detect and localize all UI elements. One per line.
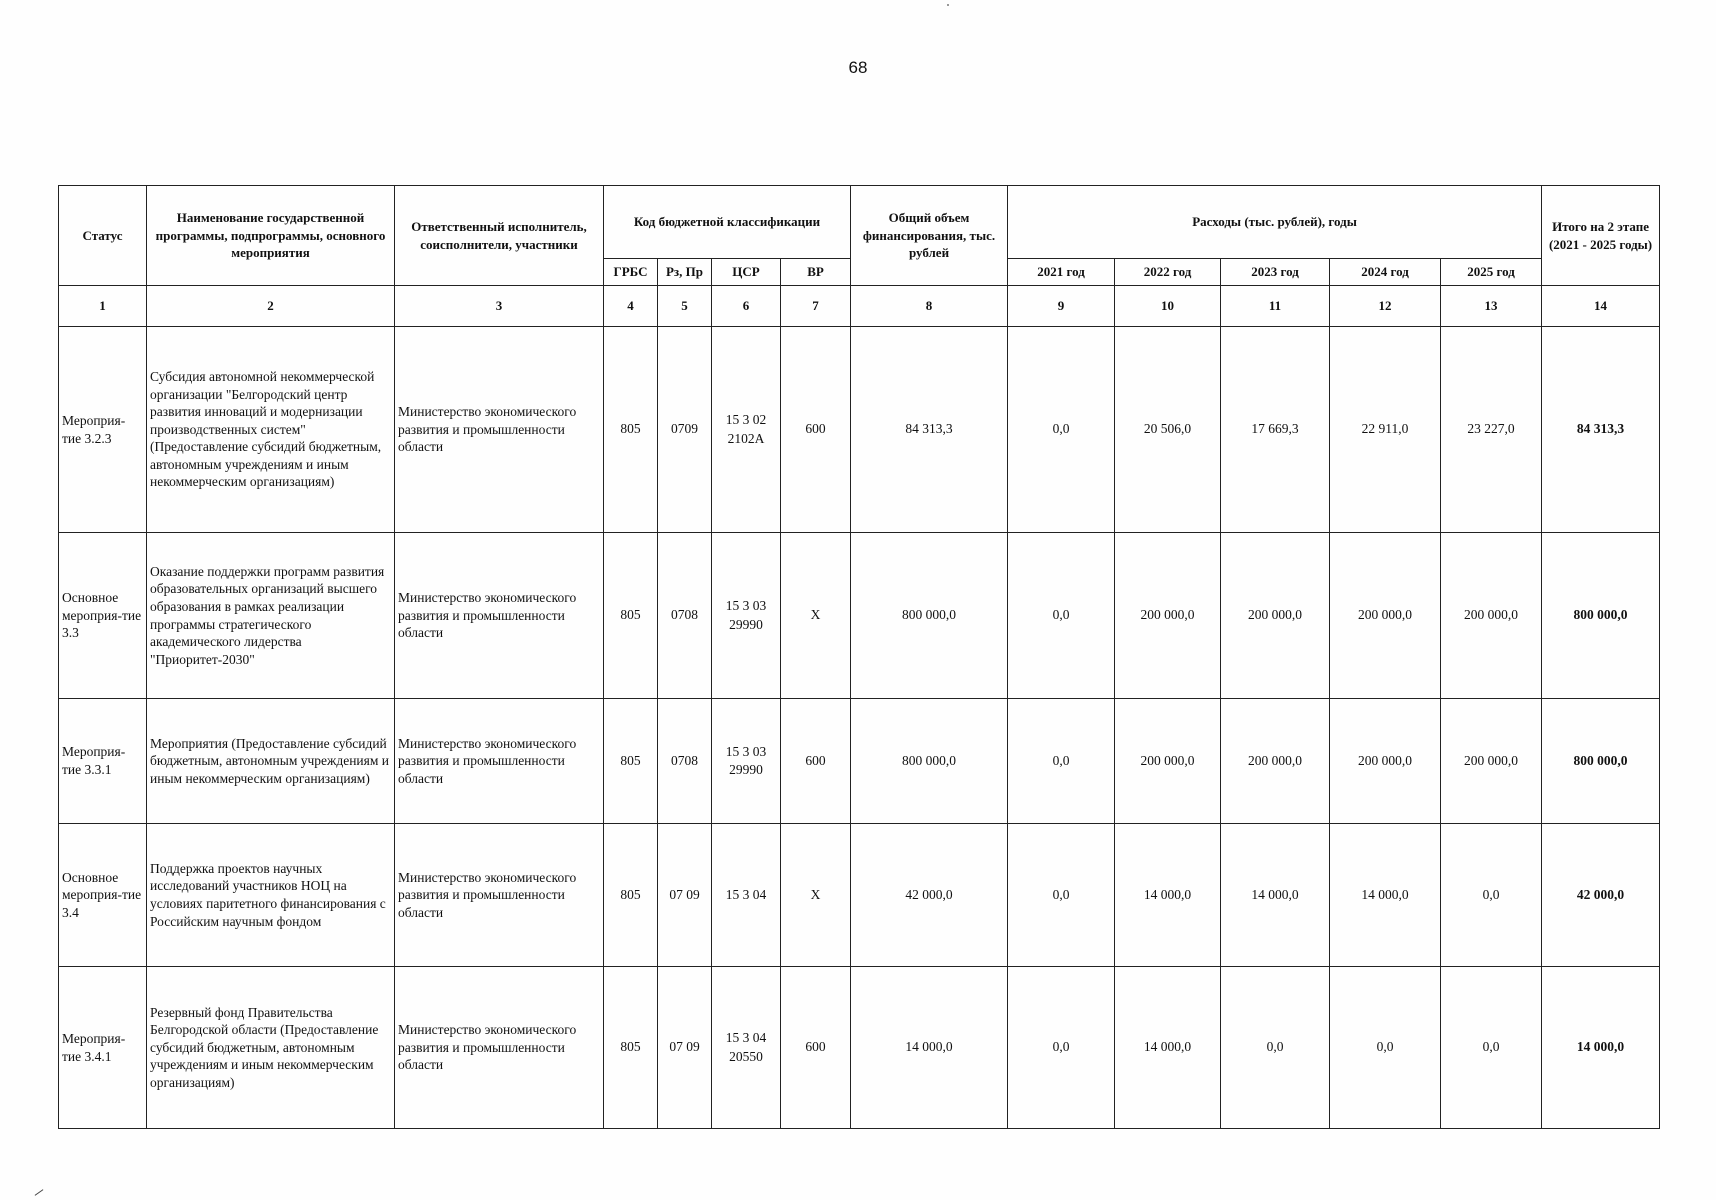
header-year-2022: 2022 год [1115, 259, 1221, 286]
header-year-2025: 2025 год [1441, 259, 1542, 286]
row-2023: 17 669,3 [1221, 327, 1330, 533]
column-number: 9 [1008, 286, 1115, 327]
row-name: Оказание поддержки программ развития образовательных организаций высшего образования в рамках реализации программы стратегического академического лидерства "Приоритет-2030" [147, 533, 395, 699]
row-grbs: 805 [604, 327, 658, 533]
row-grbs: 805 [604, 699, 658, 824]
row-stage-total: 14 000,0 [1542, 967, 1660, 1129]
row-stage-total: 800 000,0 [1542, 533, 1660, 699]
row-executor: Министерство экономического развития и промышленности области [395, 967, 604, 1129]
column-number: 8 [851, 286, 1008, 327]
row-vr: 600 [781, 699, 851, 824]
row-2024: 200 000,0 [1330, 699, 1441, 824]
header-budget-code: Код бюджетной классификации [604, 186, 851, 259]
row-total: 14 000,0 [851, 967, 1008, 1129]
column-number: 14 [1542, 286, 1660, 327]
row-csr: 15 3 02 2102А [712, 327, 781, 533]
row-2025: 0,0 [1441, 967, 1542, 1129]
table-row [59, 699, 1660, 824]
row-2022: 20 506,0 [1115, 327, 1221, 533]
header-name: Наименование государственной программы, подпрограммы, основного мероприятия [147, 186, 395, 286]
row-executor: Министерство экономического развития и промышленности области [395, 533, 604, 699]
page-number: 68 [848, 58, 868, 77]
header-grbs: ГРБС [604, 259, 658, 286]
header-expenses: Расходы (тыс. рублей), годы [1008, 186, 1542, 259]
row-total: 84 313,3 [851, 327, 1008, 533]
row-vr: 600 [781, 327, 851, 533]
table-row [59, 533, 1660, 699]
row-2025: 0,0 [1441, 824, 1542, 967]
column-number: 1 [59, 286, 147, 327]
header-year-2024: 2024 год [1330, 259, 1441, 286]
row-2024: 0,0 [1330, 967, 1441, 1129]
row-2021: 0,0 [1008, 533, 1115, 699]
row-csr: 15 3 04 20550 [712, 967, 781, 1129]
row-stage-total: 42 000,0 [1542, 824, 1660, 967]
row-2021: 0,0 [1008, 967, 1115, 1129]
row-2024: 200 000,0 [1330, 533, 1441, 699]
row-rz-pr: 07 09 [658, 967, 712, 1129]
row-status: Мероприя-тие 3.2.3 [59, 327, 147, 533]
row-csr: 15 3 03 29990 [712, 699, 781, 824]
header-vr: ВР [781, 259, 851, 286]
row-2021: 0,0 [1008, 327, 1115, 533]
row-2023: 0,0 [1221, 967, 1330, 1129]
row-rz-pr: 0709 [658, 327, 712, 533]
column-number-row [59, 286, 1660, 327]
column-number: 6 [712, 286, 781, 327]
row-csr: 15 3 03 29990 [712, 533, 781, 699]
row-rz-pr: 0708 [658, 533, 712, 699]
row-total: 42 000,0 [851, 824, 1008, 967]
row-2022: 200 000,0 [1115, 533, 1221, 699]
row-stage-total: 800 000,0 [1542, 699, 1660, 824]
header-stage-total: Итого на 2 этапе (2021 - 2025 годы) [1542, 186, 1660, 286]
row-executor: Министерство экономического развития и промышленности области [395, 327, 604, 533]
row-2022: 14 000,0 [1115, 824, 1221, 967]
row-2021: 0,0 [1008, 699, 1115, 824]
row-status: Мероприя-тие 3.4.1 [59, 967, 147, 1129]
row-status: Основное мероприя-тие 3.3 [59, 533, 147, 699]
row-status: Мероприя-тие 3.3.1 [59, 699, 147, 824]
row-grbs: 805 [604, 824, 658, 967]
header-total-volume: Общий объем финансирования, тыс. рублей [851, 186, 1008, 286]
row-vr: 600 [781, 967, 851, 1129]
row-stage-total: 84 313,3 [1542, 327, 1660, 533]
table-row [59, 967, 1660, 1129]
header-year-2023: 2023 год [1221, 259, 1330, 286]
row-name: Резервный фонд Правительства Белгородской области (Предоставление субсидий бюджетным, автономным учреждениям и иным некоммерческим организациям) [147, 967, 395, 1129]
scan-speck [947, 4, 949, 6]
row-status: Основное мероприя-тие 3.4 [59, 824, 147, 967]
column-number: 12 [1330, 286, 1441, 327]
column-number: 13 [1441, 286, 1542, 327]
row-2024: 22 911,0 [1330, 327, 1441, 533]
row-2023: 200 000,0 [1221, 699, 1330, 824]
row-csr: 15 3 04 [712, 824, 781, 967]
row-total: 800 000,0 [851, 533, 1008, 699]
row-2022: 200 000,0 [1115, 699, 1221, 824]
column-number: 10 [1115, 286, 1221, 327]
row-2023: 200 000,0 [1221, 533, 1330, 699]
header-executor: Ответственный исполнитель, соисполнители, участники [395, 186, 604, 286]
table-row [59, 824, 1660, 967]
table-row [59, 327, 1660, 533]
row-name: Субсидия автономной некоммерческой организации "Белгородский центр развития инноваций и модернизации производственных систем" (Предоставление субсидий бюджетным, автономным учреждениям и иным некоммерческим организациям) [147, 327, 395, 533]
row-rz-pr: 0708 [658, 699, 712, 824]
row-2021: 0,0 [1008, 824, 1115, 967]
column-number: 7 [781, 286, 851, 327]
row-rz-pr: 07 09 [658, 824, 712, 967]
column-number: 2 [147, 286, 395, 327]
row-executor: Министерство экономического развития и промышленности области [395, 824, 604, 967]
row-grbs: 805 [604, 533, 658, 699]
scan-pen-mark [35, 1189, 44, 1196]
row-2023: 14 000,0 [1221, 824, 1330, 967]
row-grbs: 805 [604, 967, 658, 1129]
row-vr: Х [781, 533, 851, 699]
row-name: Поддержка проектов научных исследований участников НОЦ на условиях паритетного финансирования с Российским научным фондом [147, 824, 395, 967]
column-number: 5 [658, 286, 712, 327]
row-total: 800 000,0 [851, 699, 1008, 824]
budget-table [58, 185, 1660, 1129]
header-status: Статус [59, 186, 147, 286]
column-number: 3 [395, 286, 604, 327]
row-executor: Министерство экономического развития и промышленности области [395, 699, 604, 824]
row-2024: 14 000,0 [1330, 824, 1441, 967]
row-vr: Х [781, 824, 851, 967]
column-number: 11 [1221, 286, 1330, 327]
header-row-top [59, 186, 1660, 259]
header-csr: ЦСР [712, 259, 781, 286]
row-2022: 14 000,0 [1115, 967, 1221, 1129]
row-2025: 200 000,0 [1441, 533, 1542, 699]
row-2025: 23 227,0 [1441, 327, 1542, 533]
column-number: 4 [604, 286, 658, 327]
header-year-2021: 2021 год [1008, 259, 1115, 286]
header-rz-pr: Рз, Пр [658, 259, 712, 286]
row-2025: 200 000,0 [1441, 699, 1542, 824]
row-name: Мероприятия (Предоставление субсидий бюджетным, автономным учреждениям и иным некоммерческим организациям) [147, 699, 395, 824]
